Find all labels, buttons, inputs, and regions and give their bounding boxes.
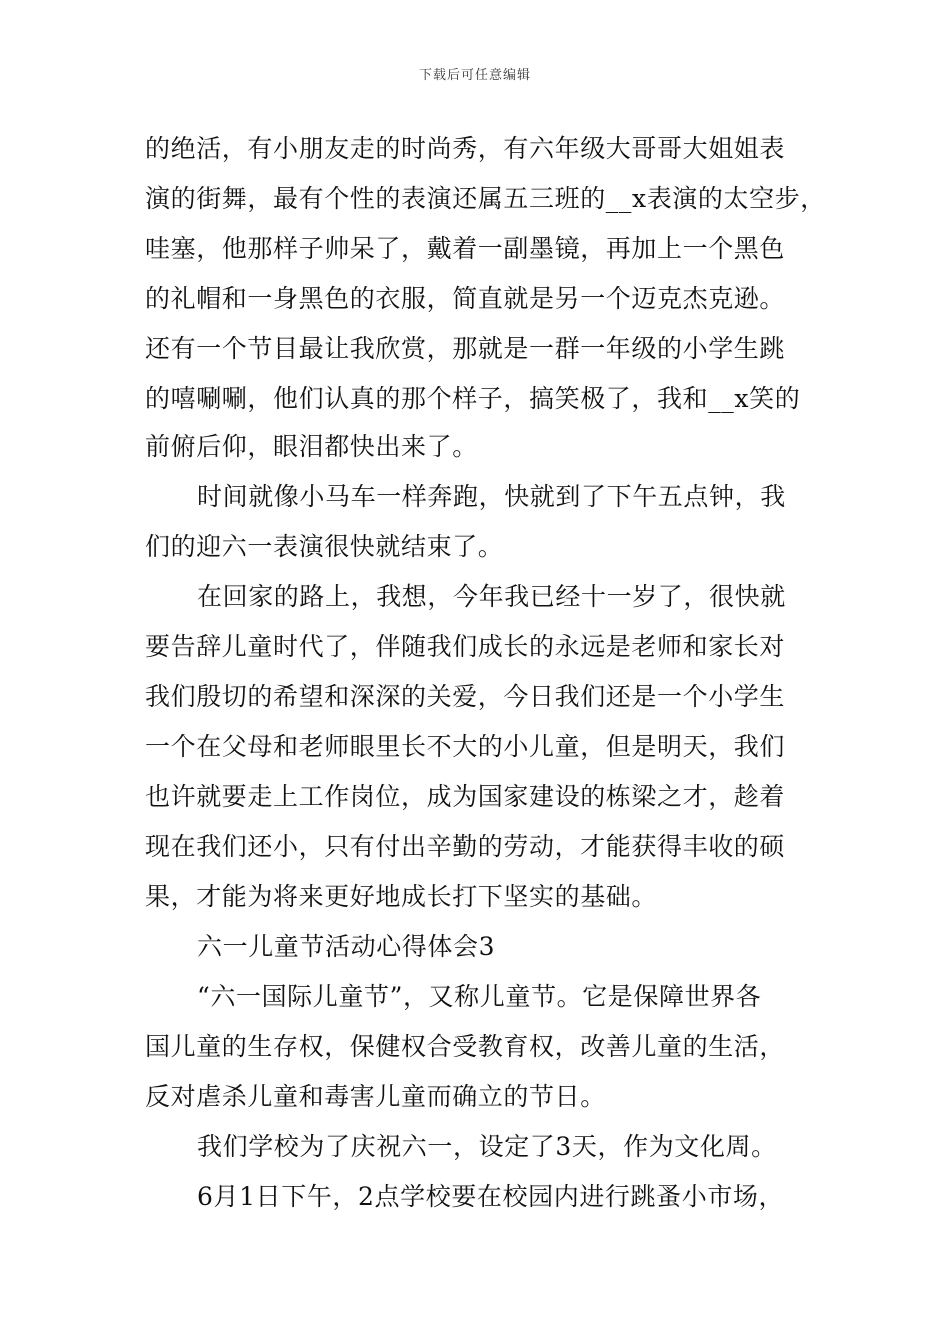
paragraph-line: 要告辞儿童时代了，伴随我们成长的永远是老师和家长对	[145, 632, 786, 661]
paragraph-line: 的嘻唰唰，他们认真的那个样子，搞笑极了，我和__x笑的	[145, 384, 801, 413]
paragraph-line: 果，才能为将来更好地成长打下坚实的基础。	[145, 882, 658, 911]
paragraph-line: 的礼帽和一身黑色的衣服，简直就是另一个迈克杰克逊。	[145, 284, 786, 313]
paragraph-line: “六一国际儿童节”，又称儿童节。它是保障世界各	[197, 982, 762, 1011]
paragraph-line: 演的街舞，最有个性的表演还属五三班的__x表演的太空步，	[145, 184, 826, 213]
paragraph-line: 还有一个节目最让我欣赏，那就是一群一年级的小学生跳	[145, 334, 786, 363]
paragraph-line: 6月1日下午，2点学校要在校园内进行跳蚤小市场，	[197, 1182, 785, 1211]
paragraph-line: 我们学校为了庆祝六一，设定了3天，作为文化周。	[197, 1132, 777, 1161]
paragraph-line: 也许就要走上工作岗位，成为国家建设的栋梁之才，趁着	[145, 782, 786, 811]
paragraph-line: 一个在父母和老师眼里长不大的小儿童，但是明天，我们	[145, 732, 786, 761]
paragraph-line: 时间就像小马车一样奔跑，快就到了下午五点钟，我	[197, 482, 786, 511]
page-header: 下载后可任意编辑	[418, 68, 531, 83]
paragraph-line: 在回家的路上，我想，今年我已经十一岁了，很快就	[197, 582, 786, 611]
paragraph-line: 的绝活，有小朋友走的时尚秀，有六年级大哥哥大姐姐表	[145, 134, 786, 163]
paragraph-line: 们的迎六一表演很快就结束了。	[145, 532, 504, 561]
paragraph-line: 前俯后仰，眼泪都快出来了。	[145, 432, 478, 461]
paragraph-line: 反对虐杀儿童和毒害儿童而确立的节日。	[145, 1082, 606, 1111]
paragraph-line: 哇塞，他那样子帅呆了，戴着一副墨镜，再加上一个黑色	[145, 234, 786, 263]
paragraph-line: 现在我们还小，只有付出辛勤的劳动，才能获得丰收的硕	[145, 832, 786, 861]
section-heading: 六一儿童节活动心得体会3	[197, 932, 496, 961]
paragraph-line: 我们殷切的希望和深深的关爱，今日我们还是一个小学生	[145, 682, 786, 711]
paragraph-line: 国儿童的生存权，保健权合受教育权，改善儿童的生活，	[145, 1032, 786, 1061]
